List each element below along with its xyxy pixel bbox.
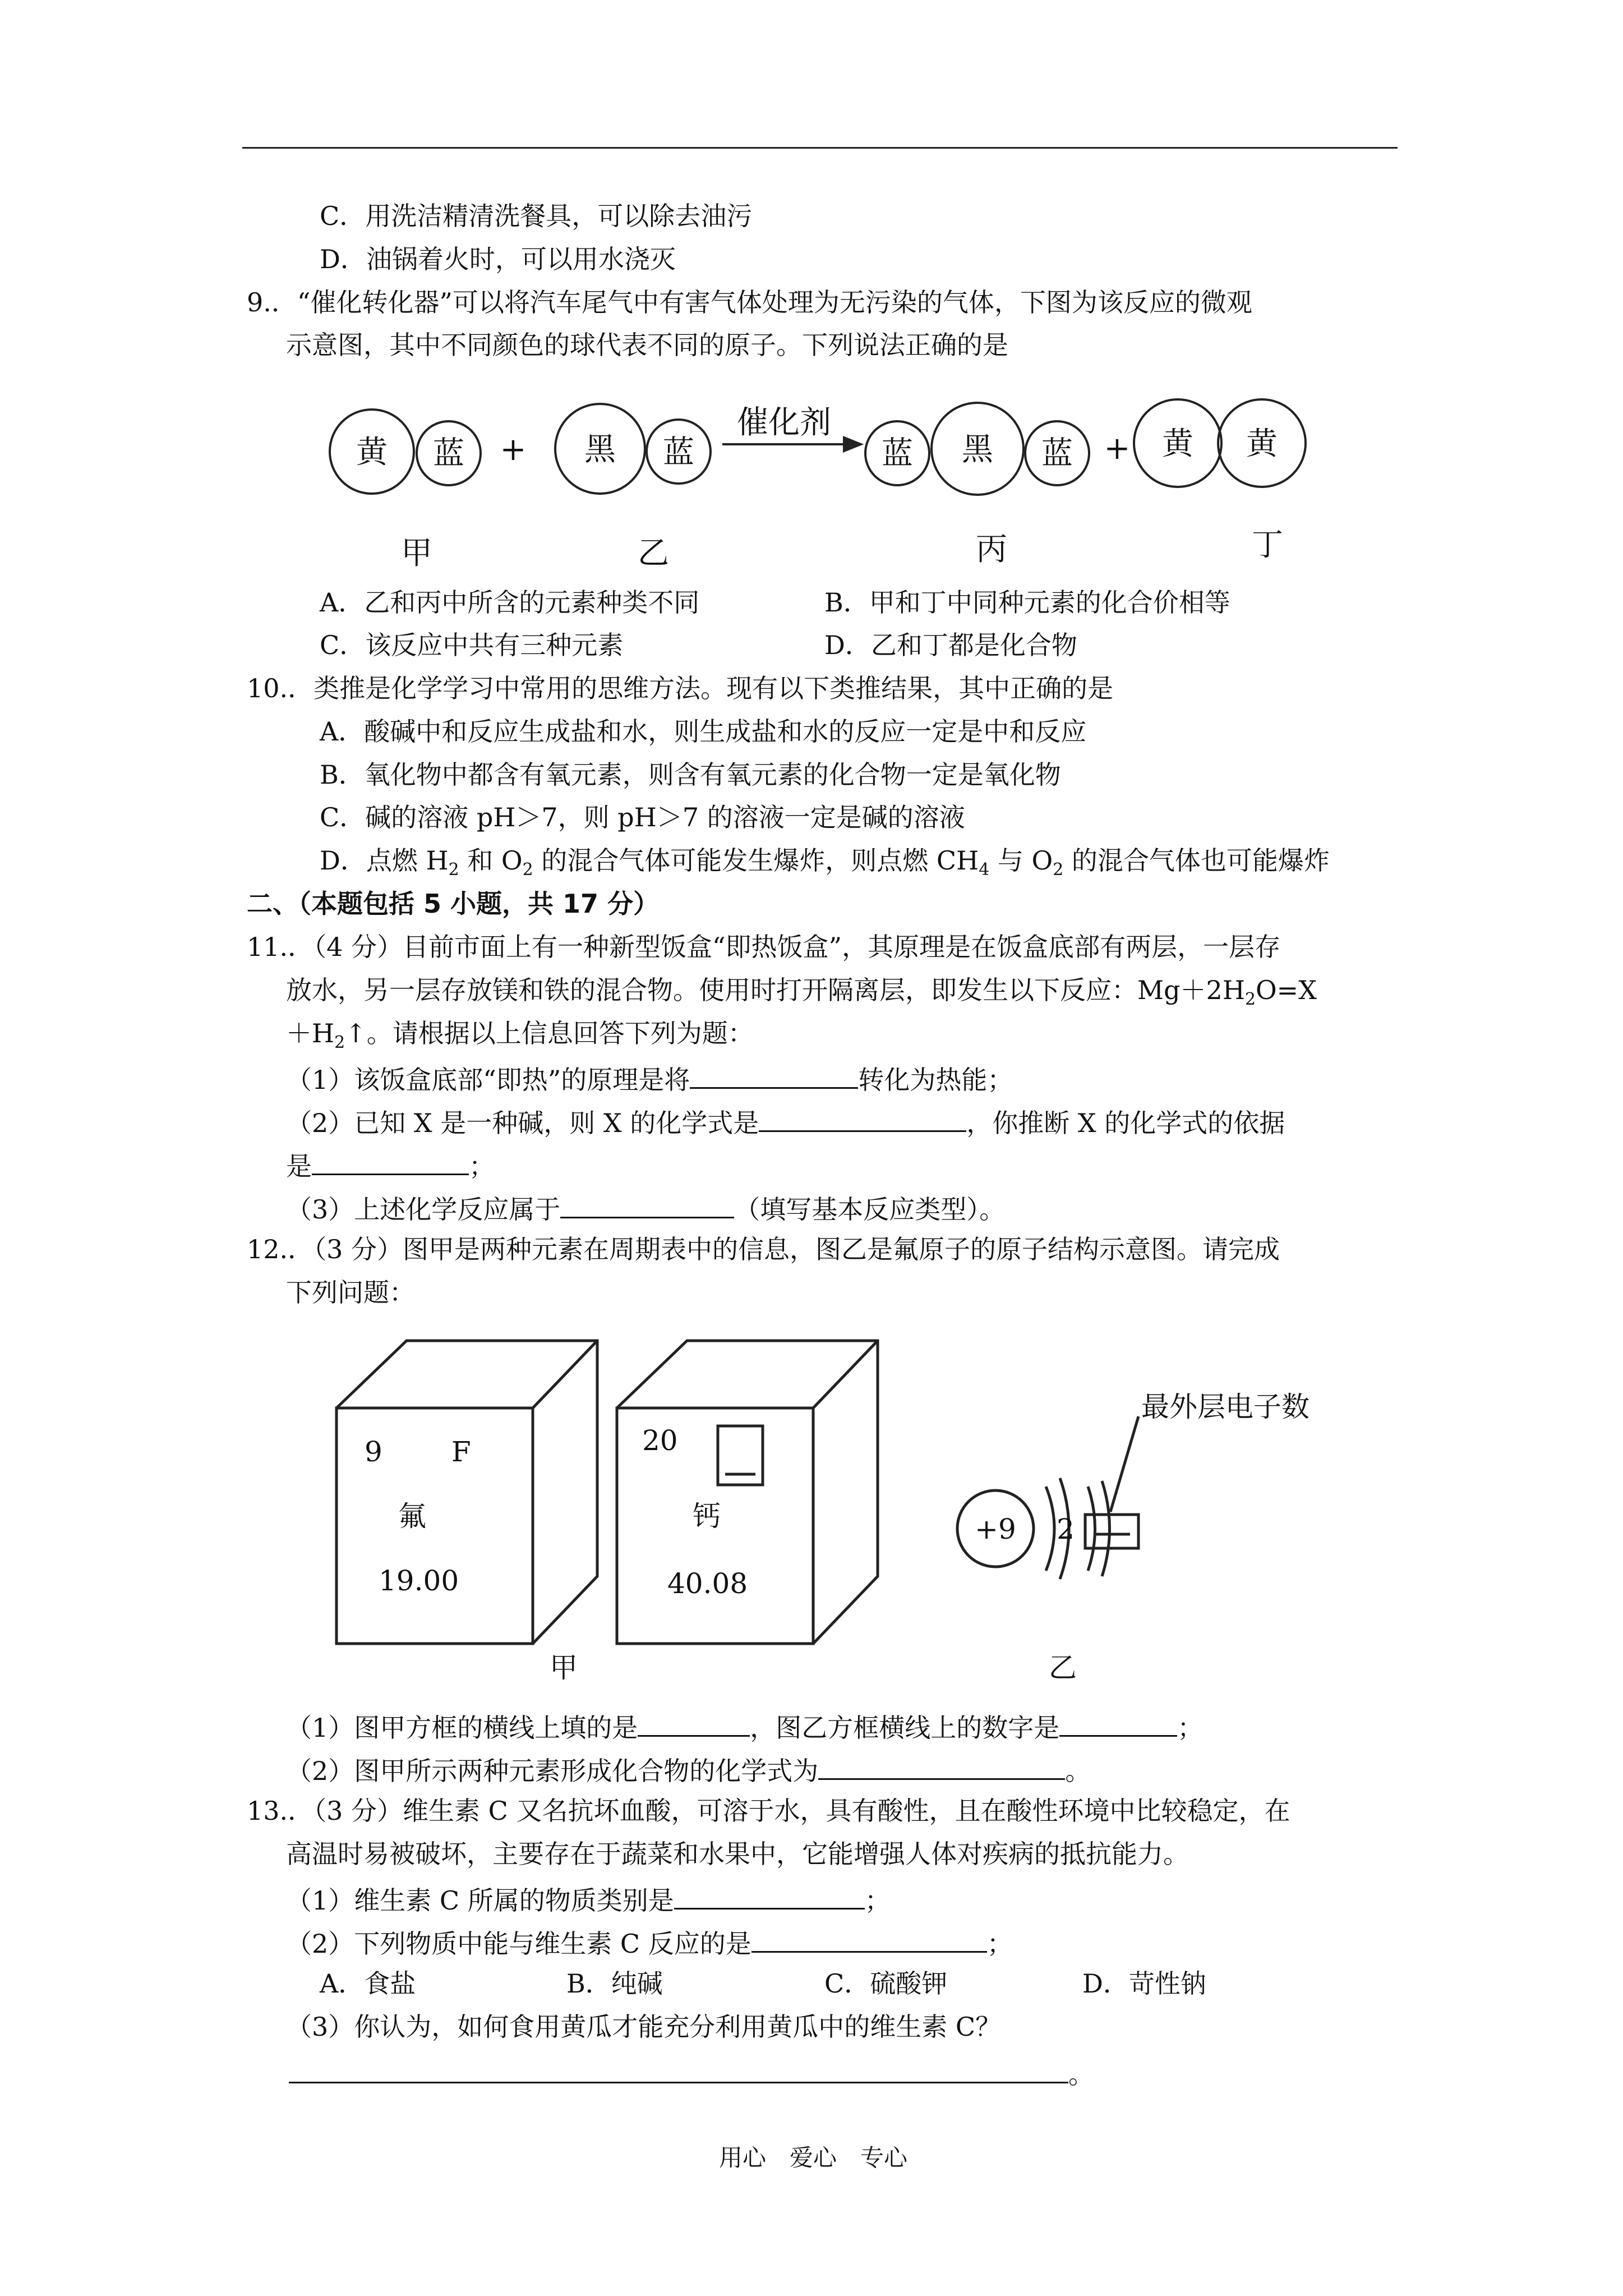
fluorine-atomic-number: 9 (365, 1435, 382, 1468)
atom-blue: 蓝 (1041, 435, 1073, 472)
atom-yellow: 黄 (1246, 426, 1278, 462)
q13-option-b: B．纯碱 (566, 1968, 663, 1999)
plus-sign: + (500, 431, 527, 468)
q10-option-a: A．酸碱中和反应生成盐和水，则生成盐和水的反应一定是中和反应 (320, 716, 1087, 747)
outer-shell-label: 最外层电子数 (1141, 1391, 1310, 1423)
label-yi: 乙 (638, 535, 669, 572)
q11-part2: （2）已知 X 是一种碱，则 X 的化学式是 ，你推断 X 的化学式的依据 (286, 1105, 1285, 1139)
q9-option-b: B．甲和丁中同种元素的化合价相等 (824, 587, 1230, 618)
nucleus-charge: +9 (975, 1513, 1016, 1545)
answer-blank[interactable] (759, 1105, 966, 1132)
q13-option-c: C．硫酸钾 (824, 1968, 948, 1999)
label-bing: 丙 (976, 531, 1007, 568)
atom-yellow: 黄 (356, 434, 388, 471)
q11-part1: （1）该饭盒底部“即热”的原理是将 转化为热能； (286, 1061, 1013, 1096)
q8-option-d: D．油锅着火时，可以用水浇灭 (320, 244, 676, 274)
answer-blank[interactable] (638, 1709, 750, 1737)
fluorine-mass: 19.00 (379, 1565, 459, 1597)
answer-line[interactable] (289, 2056, 1068, 2083)
answer-blank[interactable] (818, 1752, 1065, 1780)
q8-option-c: C．用洗洁精清洗餐具，可以除去油污 (320, 201, 753, 231)
label-yi: 乙 (1049, 1651, 1077, 1684)
q10-option-d: D．点燃 $H_2$ 和 $O_2$ 的混合气体可能发生爆炸，则点燃 $CH_4$ 与 $O_2$ 的混合气体也可能爆炸 (320, 845, 1330, 880)
q9-stem-line2: 示意图，其中不同颜色的球代表不同的原子。下列说法正确的是 (286, 330, 1008, 360)
q10-option-b: B．氧化物中都含有氧元素，则含有氧元素的化合物一定是氧化物 (320, 760, 1061, 790)
plus-sign: + (1104, 430, 1131, 467)
q13-option-a: A．食盐 (320, 1968, 416, 1999)
q12-stem-line2: 下列问题： (286, 1277, 415, 1308)
q12-part2: （2）图甲所示两种元素形成化合物的化学式为 。 (286, 1752, 1091, 1787)
atom-blue: 蓝 (663, 434, 694, 471)
calcium-mass: 40.08 (667, 1567, 748, 1600)
q9-option-d: D．乙和丁都是化合物 (824, 630, 1077, 660)
label-ding: 丁 (1252, 527, 1283, 563)
answer-blank[interactable] (690, 1061, 858, 1089)
shell1-electrons: 2 (1057, 1513, 1075, 1545)
q11-part2-cont: 是 ； (286, 1148, 495, 1182)
calcium-atomic-number: 20 (642, 1424, 678, 1457)
fluorine-symbol: F (451, 1435, 471, 1468)
q11-stem-line3: $+H_2↑$。请根据以上信息回答下列为题： (286, 1018, 754, 1053)
q13-part3: （3）你认为，如何食用黄瓜才能充分利用黄瓜中的维生素 C？ (286, 2012, 1002, 2042)
calcium-name: 钙 (693, 1500, 721, 1533)
fluorine-name: 氟 (398, 1500, 426, 1533)
q13-part3-answer: 。 (289, 2056, 1094, 2090)
catalyst-label: 催化剂 (737, 404, 831, 441)
atom-blue: 蓝 (433, 435, 464, 472)
element-diagram (314, 1318, 1368, 1688)
q13-stem-line1: 13.．（3 分）维生素 C 又名抗坏血酸，可溶于水，具有酸性，且在酸性环境中比较稳定，在 (247, 1796, 1290, 1826)
q13-option-d: D．苛性钠 (1082, 1968, 1206, 1999)
q11-stem-line1: 11.．（4 分）目前市面上有一种新型饭盒“即热饭盒”，其原理是在饭盒底部有两层，一层存 (247, 932, 1281, 962)
q12-stem-line1: 12.．（3 分）图甲是两种元素在周期表中的信息，图乙是氟原子的原子结构示意图。请完成 (247, 1234, 1280, 1264)
atom-black: 黑 (962, 431, 993, 468)
q9-option-c: C．该反应中共有三种元素 (320, 630, 624, 660)
answer-blank[interactable] (1059, 1709, 1177, 1737)
q13-part1: （1）维生素 C 所属的物质类别是 ； (286, 1882, 891, 1916)
atom-blue: 蓝 (882, 435, 913, 472)
q13-stem-line2: 高温时易被破坏，主要存在于蔬菜和水果中，它能增强人体对疾病的抵抗能力。 (286, 1839, 1189, 1869)
section-2-heading: 二、（本题包括 5 小题，共 17 分） (247, 889, 660, 919)
q11-stem-line2: 放水，另一层存放镁和铁的混合物。使用时打开隔离层，即发生以下反应：$Mg+2H_2O=X$ (286, 975, 1317, 1010)
answer-blank[interactable] (751, 1925, 987, 1953)
q11-part3: （3）上述化学反应属于 （填写基本反应类型）。 (286, 1191, 1005, 1225)
atom-yellow: 黄 (1162, 426, 1193, 462)
answer-blank[interactable] (674, 1882, 865, 1910)
page-footer: 用心 爱心 专心 (719, 2144, 908, 2171)
q10-option-c: C．碱的溶液 pH＞7，则 pH＞7 的溶液一定是碱的溶液 (320, 802, 965, 832)
q9-stem-line1: 9.．“催化转化器”可以将汽车尾气中有害气体处理为无污染的气体，下图为该反应的微观 (247, 287, 1252, 318)
reaction-diagram (314, 381, 1324, 583)
answer-blank[interactable] (312, 1148, 469, 1175)
q9-option-a: A．乙和丙中所含的元素种类不同 (320, 587, 700, 618)
q12-part1: （1）图甲方框的横线上填的是 ，图乙方框横线上的数字是 ； (286, 1709, 1203, 1743)
label-jia: 甲 (401, 535, 432, 572)
answer-blank[interactable] (560, 1191, 734, 1218)
q13-part2: （2）下列物质中能与维生素 C 反应的是 ； (286, 1925, 1013, 1959)
label-jia: 甲 (550, 1651, 578, 1684)
atom-black: 黑 (584, 431, 616, 468)
header-rule (242, 147, 1398, 149)
q10-stem: 10.．类推是化学学习中常用的思维方法。现有以下类推结果，其中正确的是 (247, 673, 1114, 703)
